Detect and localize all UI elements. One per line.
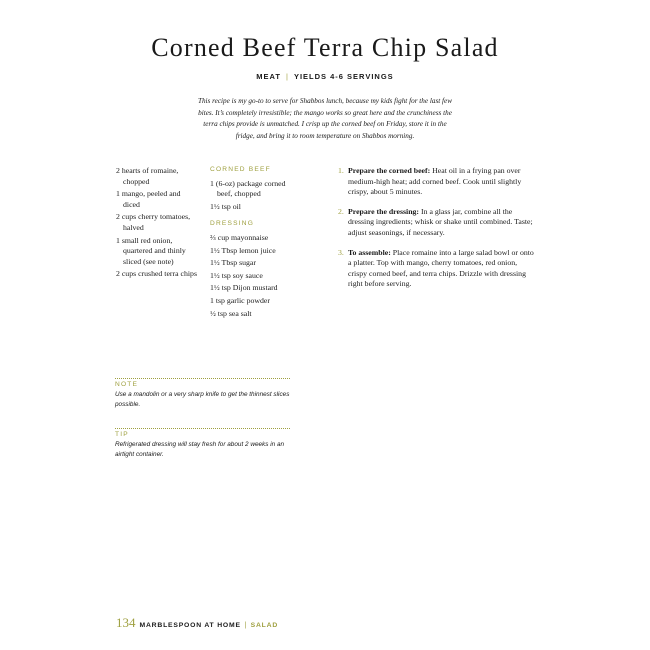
- recipe-subtitle: [0, 72, 650, 81]
- note-text: Use a mandolin or a very sharp knife to get the thinnest slices possible.: [115, 391, 290, 408]
- step-number: 1.: [338, 166, 344, 175]
- step-lead: Prepare the corned beef:: [348, 166, 431, 175]
- section-name: SALAD: [250, 622, 279, 629]
- ingredient-item: 1 (6-oz) package corned beef, chopped: [210, 178, 286, 199]
- step-text: Heat oil in a frying pan over medium-high heat; add corned beef. Cook until slightly crispy, about 5 minutes.: [348, 166, 522, 197]
- tip-text: Refrigerated dressing will stay fresh for about 2 weeks in an airtight container.: [115, 441, 285, 458]
- tip-box: [115, 428, 290, 459]
- note-label: NOTE: [115, 381, 139, 388]
- step-lead: To assemble:: [348, 247, 391, 257]
- recipe-title: Corned Beef Terra Chip Salad: [151, 33, 499, 62]
- ingredient-item: 1½ tsp Dijon mustard: [210, 283, 278, 293]
- subtitle-separator: |: [286, 72, 289, 81]
- ingredient-item: 1½ Tbsp sugar: [210, 258, 256, 268]
- ingredient-item: 1½ tsp soy sauce: [210, 270, 263, 280]
- step-lead: Prepare the dressing:: [348, 206, 420, 216]
- note-box: [115, 378, 290, 409]
- ingredient-item: 2 cups cherry tomatoes, halved: [116, 212, 191, 232]
- ingredient-item: 1 tsp garlic powder: [210, 295, 270, 305]
- ingredient-item: 1½ tsp oil: [210, 201, 241, 211]
- ingredient-item: 2 hearts of romaine, chopped: [116, 166, 179, 186]
- step-number: 3.: [338, 247, 344, 257]
- instruction-step: [338, 248, 536, 290]
- tip-label: TIP: [115, 431, 129, 438]
- ingredient-item: ⅔ cup mayonnaise: [210, 232, 269, 242]
- step-number: 2.: [338, 206, 344, 216]
- ingredient-item: 2 cups crushed terra chips: [116, 269, 197, 279]
- main-ingredients-column: [116, 166, 198, 282]
- ingredient-item: 1½ Tbsp lemon juice: [210, 245, 276, 255]
- recipe-intro: This recipe is my go-to to serve for Shabbos lunch, because my kids fight for the last few bites. It’s completely irresistible; the mango works so great here and the crunchiness the terra chips provide is unmatched. I crisp up the corned beef on Friday, store it in the fridge, and bring it to room temperature on Shabbos morning.: [197, 97, 453, 140]
- step-text: Place romaine into a large salad bowl or onto a platter. Top with mango, cherry tomatoes, red onion, crispy corned beef, and terra chips. Drizzle with dressing right before serving.: [348, 247, 534, 289]
- tip-divider: [115, 428, 290, 429]
- footer-separator: |: [244, 622, 247, 629]
- instruction-step: [338, 166, 536, 198]
- page-number: 134: [116, 615, 136, 630]
- grouped-ingredients-column: [210, 165, 302, 321]
- recipe-category: MEAT: [256, 72, 281, 81]
- ingredient-item: ½ tsp sea salt: [210, 308, 252, 318]
- page-footer: [116, 614, 278, 632]
- ingredient-item: 1 small red onion, quartered and thinly sliced (see note): [116, 235, 186, 266]
- book-title: MARBLESPOON AT HOME: [139, 622, 241, 629]
- note-divider: [115, 378, 290, 379]
- ingredient-item: 1 mango, peeled and diced: [116, 189, 181, 209]
- instructions-column: [338, 166, 536, 299]
- step-text: In a glass jar, combine all the dressing ingredients; whisk or shake until combined. Taste; adjust seasonings, if necessary.: [348, 206, 533, 237]
- corned-beef-heading: CORNED BEEF: [210, 166, 271, 173]
- dressing-heading: DRESSING: [210, 220, 255, 228]
- instruction-step: [338, 207, 536, 239]
- recipe-yield: YIELDS 4-6 SERVINGS: [293, 72, 394, 81]
